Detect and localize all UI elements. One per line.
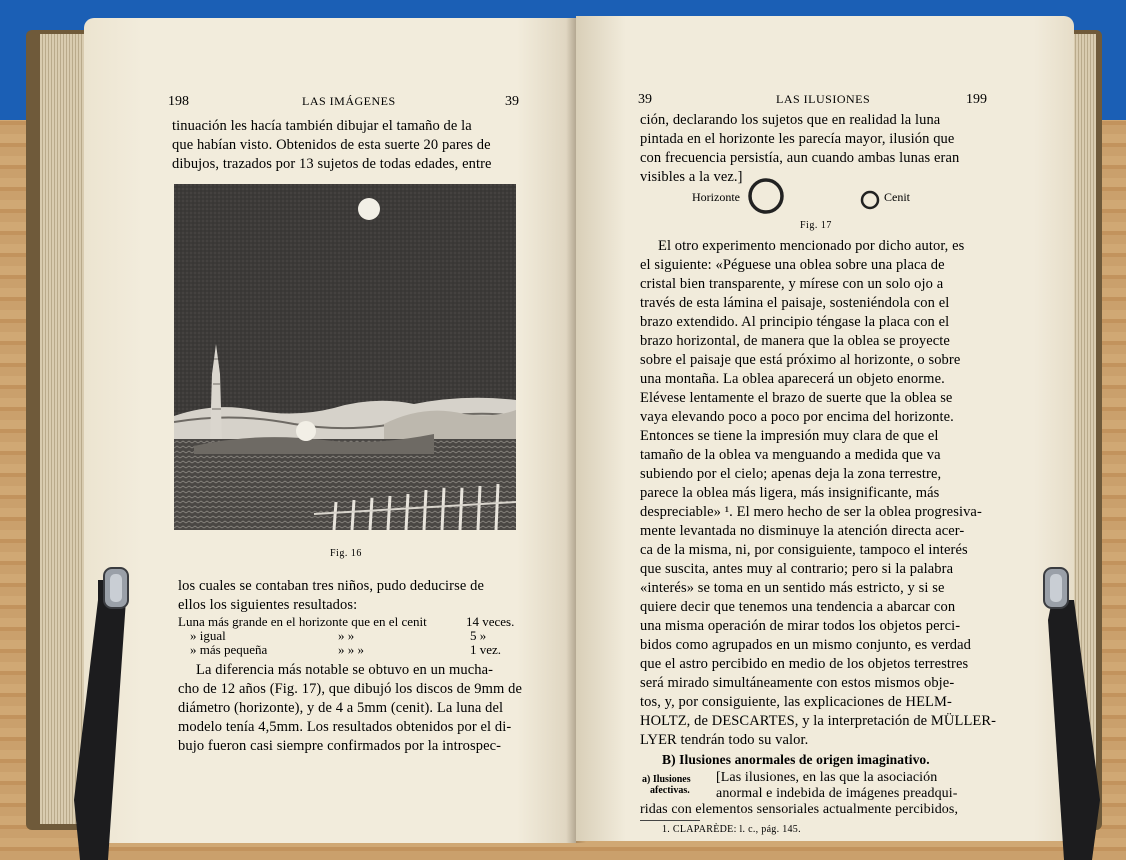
text-line: «interés» se toma en un sentido más estricto, y si se <box>640 580 945 596</box>
text-line: el siguiente: «Péguese una oblea sobre una placa de <box>640 257 945 273</box>
text-line: tos, y, por consiguiente, las explicaciones de HELM- <box>640 694 952 710</box>
text-line: ca de la misma, ni, por consiguiente, tampoco el interés <box>640 542 968 558</box>
right-book-clip <box>1026 560 1106 860</box>
text-line: través de esta lámina el paisaje, sosteniéndola con el <box>640 295 950 311</box>
left-book-clip <box>68 560 148 860</box>
figure-caption: Fig. 16 <box>330 548 362 559</box>
left-page-header: LAS IMÁGENES <box>302 94 396 108</box>
engraving-image <box>174 184 516 530</box>
right-page-header: LAS ILUSIONES <box>776 92 871 106</box>
result-row-value: 5 » <box>470 628 487 643</box>
text-line: una misma operación de mirar todos los objetos perci- <box>640 618 961 634</box>
text-line: cho de 12 años (Fig. 17), que dibujó los discos de 9mm de <box>178 681 522 697</box>
footnote-rule <box>640 820 700 821</box>
side-label <box>642 774 691 796</box>
side-label-line: afectivas. <box>650 785 690 796</box>
text-line: pintada en el horizonte les parecía mayor, ilusión que <box>640 131 955 147</box>
figure-label-horizon: Horizonte <box>692 190 740 204</box>
text-line: tinuación les hacía también dibujar el tamaño de la <box>172 118 472 134</box>
text-line: que el astro percibido en medio de los objetos terrestres <box>640 656 969 672</box>
text-line: una montaña. La oblea aparecerá un objeto enorme. <box>640 371 945 387</box>
text-line: ridas con elementos sensoriales actualmente percibidos, <box>640 802 959 817</box>
text-line: [Las ilusiones, en las que la asociación <box>716 770 938 785</box>
horizon-moon <box>296 421 316 441</box>
zenith-moon <box>358 198 380 220</box>
text-line: que suscita, antes muy al contrario; pero si la palabra <box>640 561 954 577</box>
result-row-value: 14 veces. <box>466 614 515 629</box>
text-line: quiere decir que tenemos una tendencia a abarcar con <box>640 599 956 615</box>
moon-illusion-engraving <box>174 184 516 530</box>
text-line: con frecuencia persistía, aun cuando ambas lunas eran <box>640 150 960 166</box>
text-line: los cuales se contaban tres niños, pudo deducirse de <box>178 578 484 594</box>
result-row-label: » más pequeña <box>190 642 268 657</box>
zenith-disc-icon <box>858 188 882 212</box>
text-line: La diferencia más notable se obtuvo en un mucha- <box>196 662 494 678</box>
text-line: parece la oblea más ligera, más insignificante, más <box>640 485 940 501</box>
text-line: despreciable» ¹. El mero hecho de ser la oblea progresiva- <box>640 504 982 520</box>
text-line: vaya elevando poco a poco por encima del horizonte. <box>640 409 954 425</box>
text-line: bidos como agrupados en un mismo conjunto, es verdad <box>640 637 971 653</box>
text-line: mente levantada no disminuye la atención directa acer- <box>640 523 965 539</box>
footnote: 1. CLAPARÈDE: l. c., pág. 145. <box>662 824 801 835</box>
text-line: dibujos, trazados por 13 sujetos de todas edades, entre <box>172 156 492 172</box>
figure-caption: Fig. 17 <box>800 220 832 231</box>
text-line: visibles a la vez.] <box>640 169 743 185</box>
side-label-line: a) Ilusiones <box>642 774 691 785</box>
horizon-disc-icon <box>746 176 786 216</box>
section-subheading: B) Ilusiones anormales de origen imaginativo. <box>662 752 930 767</box>
text-line: El otro experimento mencionado por dicho autor, es <box>658 238 965 254</box>
right-page-number: 199 <box>966 92 987 107</box>
text-line: anormal e indebida de imágenes preadqui- <box>716 786 958 801</box>
text-line: ción, declarando los sujetos que en realidad la luna <box>640 112 941 128</box>
result-row-ditto: » » » <box>338 642 364 657</box>
text-line: HOLTZ, de DESCARTES, y la interpretación de MÜLLER- <box>640 713 997 729</box>
text-line: ellos los siguientes resultados: <box>178 597 358 613</box>
text-line: Elévese lentamente el brazo de suerte que la oblea se <box>640 390 953 406</box>
text-line: que habían visto. Obtenidos de esta suerte 20 pares de <box>172 137 491 153</box>
text-line: Entonces se tiene la impresión muy clara de que el <box>640 428 939 444</box>
text-line: subiendo por el cielo; apenas deja la zona terrestre, <box>640 466 942 482</box>
text-line: brazo extendido. Al principio téngase la placa con el <box>640 314 950 330</box>
text-line: será mirado simultáneamente con estos mismos obje- <box>640 675 955 691</box>
text-line: bujo fueron casi siempre confirmados por la introspec- <box>178 738 502 754</box>
text-line: LYER tendrán todo su valor. <box>640 732 809 748</box>
text-line: modelo tenía 4,5mm. Los resultados obtenidos por el di- <box>178 719 512 735</box>
text-line: cristal bien transparente, y mírese con un solo ojo a <box>640 276 944 292</box>
left-section-number: 39 <box>505 94 519 109</box>
figure-label-zenith: Cenit <box>884 190 910 204</box>
result-row-ditto: » » <box>338 628 355 643</box>
text-line: tamaño de la oblea va menguando a medida que va <box>640 447 941 463</box>
result-row-value: 1 vez. <box>470 642 502 657</box>
text-line: diámetro (horizonte), y de 4 a 5mm (cenit). La luna del <box>178 700 504 716</box>
text-line: sobre el paisaje que está próximo al horizonte, o sobre <box>640 352 961 368</box>
left-page-number: 198 <box>168 94 189 109</box>
text-line: brazo horizontal, de manera que la oblea se proyecte <box>640 333 950 349</box>
right-section-number: 39 <box>638 92 652 107</box>
result-row-label: » igual <box>190 628 226 643</box>
result-row-label: Luna más grande en el horizonte que en el cenit <box>178 614 427 629</box>
